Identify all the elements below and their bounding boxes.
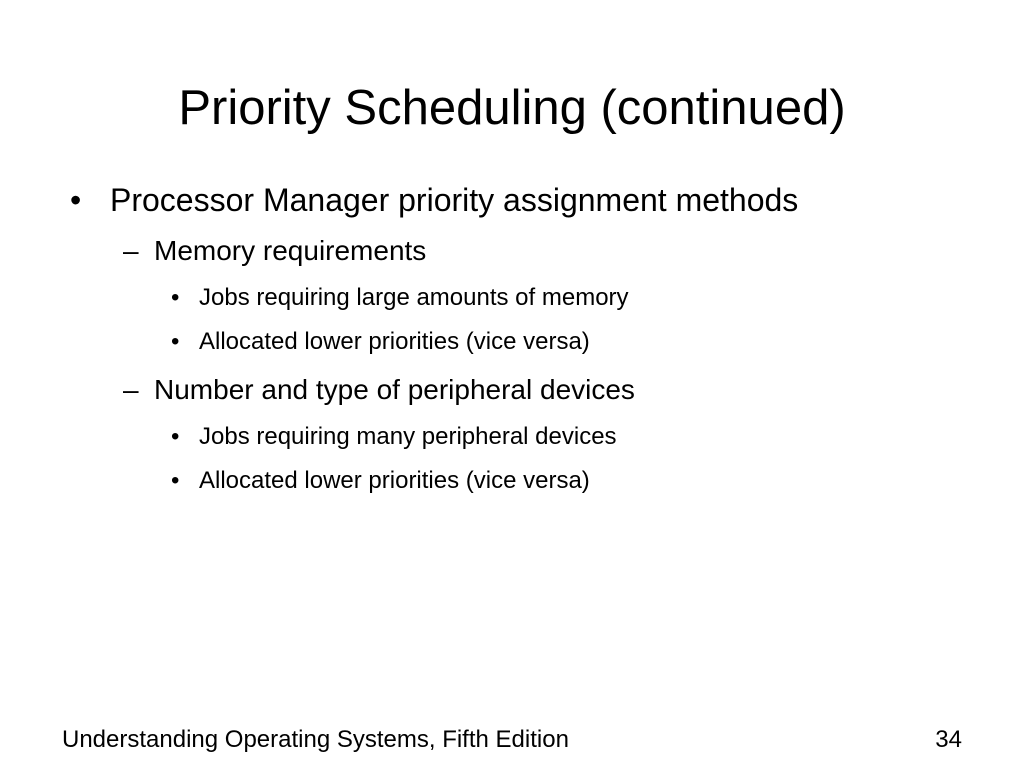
bullet-level2-memory-requirements: Memory requirements xyxy=(154,235,427,266)
page-number: 34 xyxy=(935,726,962,753)
bullet-level1-processor-manager: Processor Manager priority assignment methods xyxy=(110,182,799,218)
slide-title: Priority Scheduling (continued) xyxy=(178,81,846,135)
dash-marker: – xyxy=(123,374,139,405)
bullet-level3-item: Jobs requiring large amounts of memory xyxy=(199,284,629,311)
bullet-marker: • xyxy=(171,284,180,311)
bullet-level3-item: Allocated lower priorities (vice versa) xyxy=(199,328,590,355)
bullet-level3-item: Jobs requiring many peripheral devices xyxy=(199,423,617,450)
bullet-marker: • xyxy=(171,423,180,450)
bullet-marker: • xyxy=(171,467,180,494)
bullet-level3-item: Allocated lower priorities (vice versa) xyxy=(199,467,590,494)
bullet-level2-peripheral-devices: Number and type of peripheral devices xyxy=(154,374,635,405)
footer-book-title: Understanding Operating Systems, Fifth Edition xyxy=(62,726,569,753)
dash-marker: – xyxy=(123,235,139,266)
bullet-marker: • xyxy=(171,328,180,355)
bullet-marker: • xyxy=(70,182,82,218)
